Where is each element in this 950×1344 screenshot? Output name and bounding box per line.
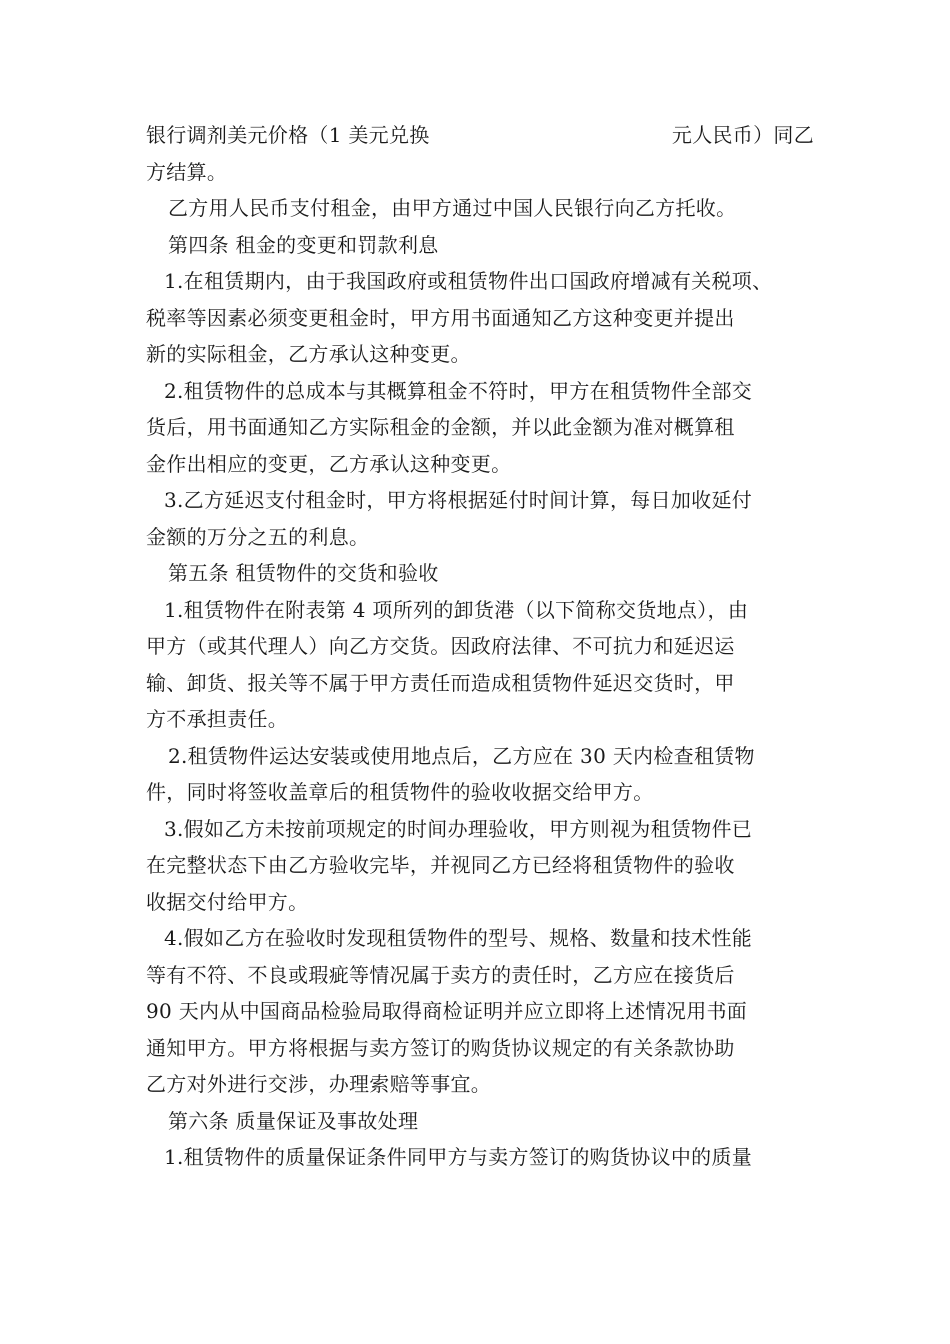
- text-line: 乙方对外进行交涉，办理索赔等事宜。: [146, 1072, 492, 1096]
- text-line: 4.假如乙方在验收时发现租赁物件的型号、规格、数量和技术性能: [164, 926, 753, 950]
- document-body: [146, 117, 814, 1176]
- text-line: 1.租赁物件在附表第 4 项所列的卸货港（以下简称交货地点），由: [164, 597, 749, 622]
- text-line: 第五条 租赁物件的交货和验收: [168, 561, 439, 585]
- text-line: 3.假如乙方未按前项规定的时间办理验收，甲方则视为租赁物件已: [164, 816, 753, 841]
- text-line: 甲方（或其代理人）向乙方交货。因政府法律、不可抗力和延迟运: [146, 634, 735, 658]
- text-line: 新的实际租金，乙方承认这种变更。: [146, 342, 471, 366]
- text-right: 元人民币）同乙: [671, 123, 814, 147]
- text-line: 2.租赁物件运达安装或使用地点后，乙方应在 30 天内检查租赁物: [168, 743, 755, 768]
- text-line: 乙方用人民币支付租金，由甲方通过中国人民银行向乙方托收。: [168, 196, 737, 220]
- text-line: 通知甲方。甲方将根据与卖方签订的购货协议规定的有关条款协助: [146, 1035, 735, 1060]
- text-line: 在完整状态下由乙方验收完毕，并视同乙方已经将租赁物件的验收: [146, 853, 735, 877]
- text-line: 金额的万分之五的利息。: [146, 524, 370, 549]
- text-line: 2.租赁物件的总成本与其概算租金不符时，甲方在租赁物件全部交: [164, 378, 753, 403]
- text-line: 第六条 质量保证及事故处理: [168, 1108, 419, 1133]
- text-line: 货后，用书面通知乙方实际租金的金额，并以此金额为准对概算租: [146, 415, 735, 439]
- text-line: 90 天内从中国商品检验局取得商检证明并应立即将上述情况用书面: [146, 999, 748, 1023]
- text-line: 方结算。: [146, 159, 228, 184]
- text-line: 方不承担责任。: [146, 707, 289, 731]
- text-line: 件，同时将签收盖章后的租赁物件的验收收据交给甲方。: [146, 780, 654, 804]
- text-line: 1.在租赁期内，由于我国政府或租赁物件出口国政府增减有关税项、: [164, 269, 773, 293]
- text-left: 银行调剂美元价格（1 美元兑换: [146, 123, 430, 147]
- text-line: 1.租赁物件的质量保证条件同甲方与卖方签订的购货协议中的质量: [164, 1145, 753, 1169]
- text-line: 输、卸货、报关等不属于甲方责任而造成租赁物件延迟交货时，甲: [146, 670, 735, 695]
- text-line-split: [146, 117, 814, 154]
- text-line: 金作出相应的变更，乙方承认这种变更。: [146, 451, 512, 476]
- text-line: 第四条 租金的变更和罚款利息: [168, 232, 439, 257]
- text-line: 等有不符、不良或瑕疵等情况属于卖方的责任时，乙方应在接货后: [146, 962, 735, 987]
- text-line: 收据交付给甲方。: [146, 889, 309, 914]
- text-line: 税率等因素必须变更租金时，甲方用书面通知乙方这种变更并提出: [146, 305, 735, 330]
- text-line: 3.乙方延迟支付租金时，甲方将根据延付时间计算，每日加收延付: [164, 488, 753, 512]
